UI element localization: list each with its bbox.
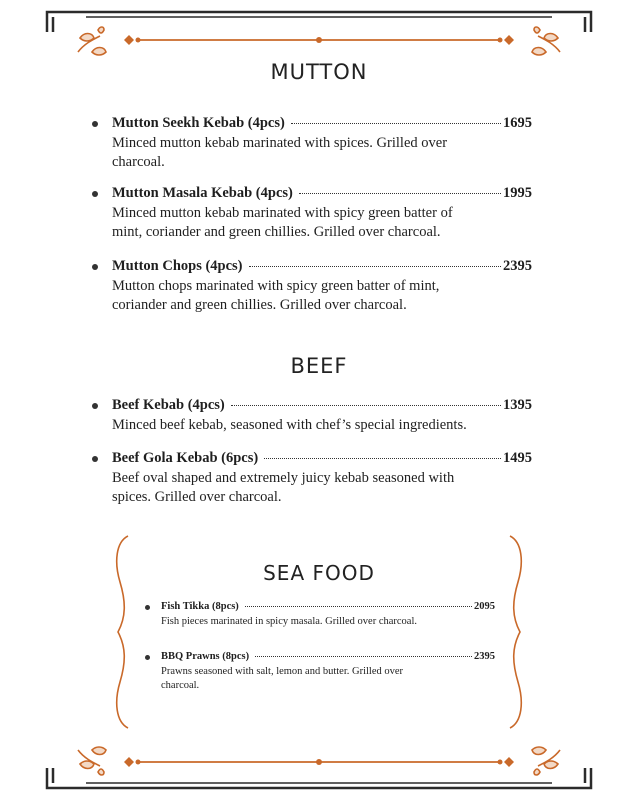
item-description xyxy=(112,204,492,242)
section-title-seafood: SEA FOOD xyxy=(263,561,375,585)
item-name: Mutton Masala Kebab (4pcs) xyxy=(112,185,293,201)
item-name: Beef Kebab (4pcs) xyxy=(112,397,225,413)
menu-item xyxy=(92,450,532,507)
item-price: 2095 xyxy=(474,601,495,612)
bullet-icon xyxy=(145,605,150,610)
menu-item xyxy=(92,258,532,315)
description-line: charcoal. xyxy=(161,680,200,691)
description-line: Minced beef kebab, seasoned with chef’s special ingredients. xyxy=(112,417,467,433)
description-line: Beef oval shaped and extremely juicy kebab seasoned with xyxy=(112,470,455,486)
description-line: spices. Grilled over charcoal. xyxy=(112,489,282,505)
description-line: Fish pieces marinated in spicy masala. Grilled over charcoal. xyxy=(161,616,417,627)
dot-leader xyxy=(255,656,472,657)
description-line: Mutton chops marinated with spicy green batter of mint, xyxy=(112,278,440,294)
item-price: 1495 xyxy=(503,450,532,466)
description-line: Minced mutton kebab marinated with spices. Grilled over xyxy=(112,135,448,151)
item-description xyxy=(112,277,492,315)
floral-ornament-icon xyxy=(532,27,560,55)
bullet-icon xyxy=(92,191,98,197)
description-line: Prawns seasoned with salt, lemon and butter. Grilled over xyxy=(161,666,404,677)
description-line: mint, coriander and green chillies. Grilled over charcoal. xyxy=(112,224,441,240)
menu-item xyxy=(145,650,495,693)
floral-ornament-icon xyxy=(78,27,106,55)
dot-leader xyxy=(299,193,501,194)
item-name: Mutton Chops (4pcs) xyxy=(112,258,243,274)
item-price: 1395 xyxy=(503,397,532,413)
dot-leader xyxy=(249,266,501,267)
bullet-icon xyxy=(92,456,98,462)
description-line: charcoal. xyxy=(112,154,165,170)
top-divider xyxy=(70,22,568,60)
menu-item xyxy=(92,185,532,242)
item-description xyxy=(161,615,461,629)
menu-item xyxy=(92,397,532,435)
item-price: 2395 xyxy=(474,651,495,662)
bottom-border-ornament xyxy=(0,760,638,800)
menu-item xyxy=(92,115,532,172)
item-price: 1995 xyxy=(503,185,532,201)
section-title-mutton: MUTTON xyxy=(270,60,368,84)
item-name: BBQ Prawns (8pcs) xyxy=(161,651,250,662)
dot-leader xyxy=(264,458,501,459)
diamond-divider-icon xyxy=(124,35,514,45)
item-name: Beef Gola Kebab (6pcs) xyxy=(112,450,259,466)
description-line: Minced mutton kebab marinated with spicy green batter of xyxy=(112,205,453,221)
item-price: 2395 xyxy=(503,258,532,274)
menu-item xyxy=(145,600,495,629)
bullet-icon xyxy=(92,264,98,270)
item-description xyxy=(112,469,492,507)
item-price: 1695 xyxy=(503,115,532,131)
item-name: Mutton Seekh Kebab (4pcs) xyxy=(112,115,285,131)
item-description xyxy=(112,134,492,172)
section-title-beef: BEEF xyxy=(290,354,348,378)
dot-leader xyxy=(231,405,501,406)
item-name: Fish Tikka (8pcs) xyxy=(161,601,239,612)
dot-leader xyxy=(245,606,472,607)
item-description xyxy=(112,416,492,435)
bullet-icon xyxy=(92,121,98,127)
bullet-icon xyxy=(145,655,150,660)
dot-leader xyxy=(291,123,501,124)
description-line: coriander and green chillies. Grilled over charcoal. xyxy=(112,297,407,313)
bullet-icon xyxy=(92,403,98,409)
item-description xyxy=(161,665,461,693)
